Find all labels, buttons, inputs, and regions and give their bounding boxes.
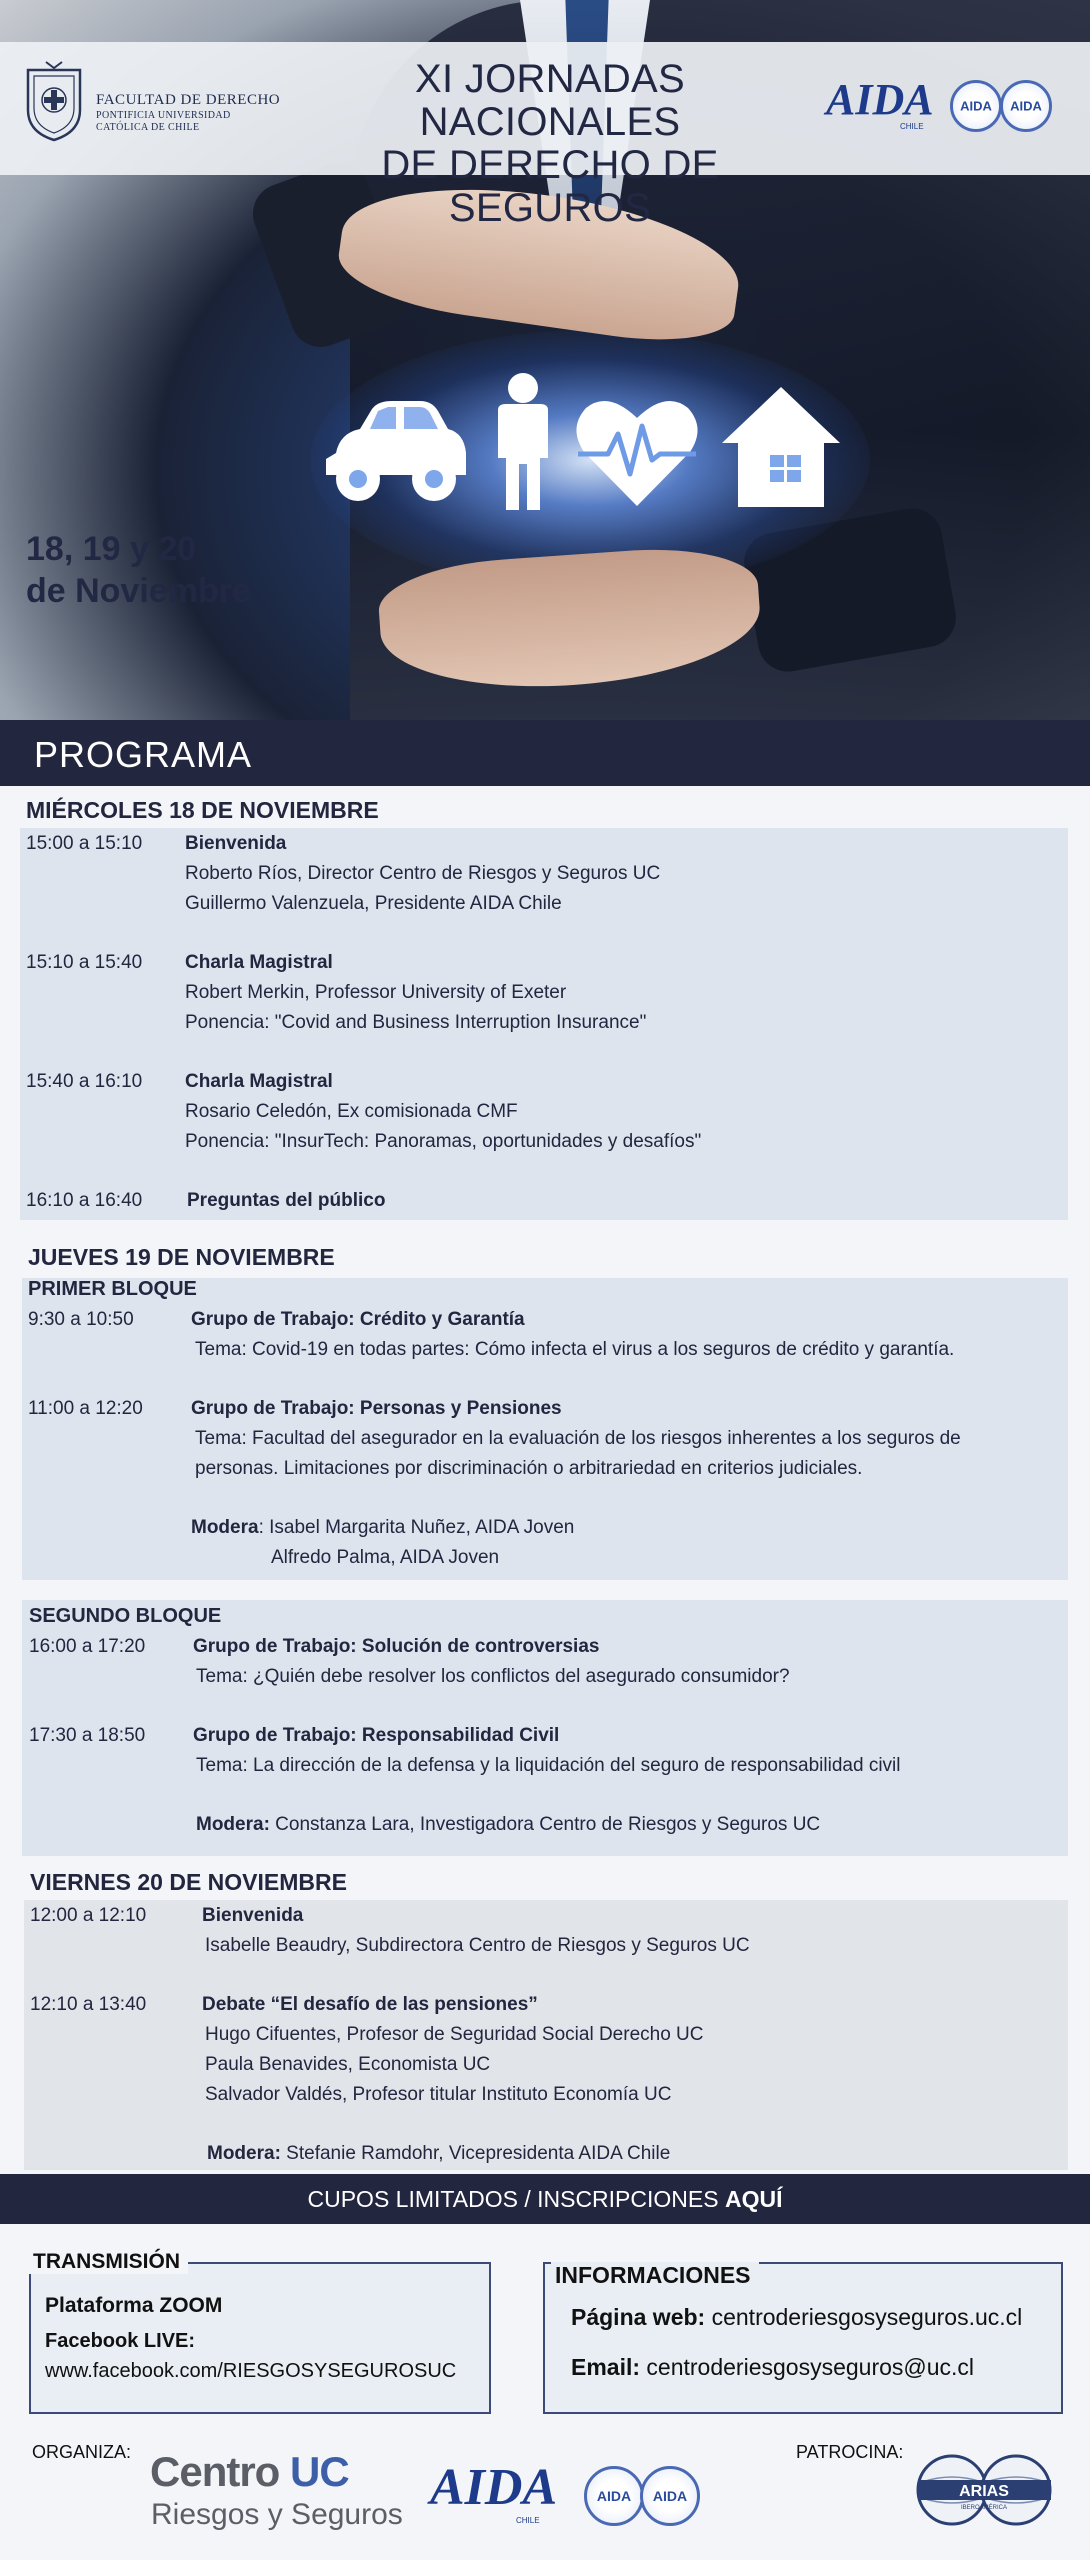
event-dates	[26, 528, 251, 612]
item-time: 16:00 a 17:20	[29, 1636, 146, 1657]
centro-word: Centro	[150, 2448, 290, 2495]
centro-uc-logo	[150, 2448, 349, 2496]
item-time: 17:30 a 18:50	[29, 1725, 146, 1746]
item-line: Salvador Valdés, Profesor titular Instituto Economía UC	[205, 2084, 672, 2105]
person-icon	[490, 372, 556, 512]
uc-faculty-text	[96, 92, 280, 133]
aida-globe-logo-footer	[584, 2466, 644, 2526]
uc-crest-logo	[22, 60, 86, 142]
globe-label: AIDA	[652, 2488, 688, 2504]
item-title: Bienvenida	[185, 833, 287, 854]
item-line: Guillermo Valenzuela, Presidente AIDA Chile	[185, 893, 562, 914]
day-title-wednesday: MIÉRCOLES 18 DE NOVIEMBRE	[26, 797, 379, 823]
item-title: Charla Magistral	[185, 952, 333, 973]
day-title-thursday: JUEVES 19 DE NOVIEMBRE	[28, 1244, 335, 1270]
schedule-item	[26, 1186, 1066, 1216]
arias-text: ARIAS	[959, 2483, 1009, 2500]
item-time: 9:30 a 10:50	[28, 1309, 134, 1330]
item-line: Roberto Ríos, Director Centro de Riesgos y Seguros UC	[185, 863, 661, 884]
item-title: Bienvenida	[202, 1905, 304, 1926]
aida-chile-logo: AIDA	[826, 75, 934, 124]
globe-label: AIDA	[960, 98, 992, 114]
car-icon	[322, 395, 470, 505]
event-dates-line1: 18, 19 y 20	[26, 530, 197, 568]
programa-band	[0, 720, 1090, 786]
moderator-text: Constanza Lara, Investigadora Centro de Riesgos y Seguros UC	[269, 1814, 821, 1835]
moderator-label: Modera:	[196, 1814, 270, 1835]
inscripciones-link[interactable]: AQUÍ	[724, 2186, 783, 2212]
event-title-line2: DE DERECHO DE SEGUROS	[381, 143, 719, 230]
transmision-box	[29, 2250, 491, 2414]
schedule-item	[26, 1067, 1066, 1159]
email-link[interactable]: centroderiesgosyseguros@uc.cl	[640, 2354, 975, 2380]
item-time: 12:00 a 12:10	[30, 1905, 147, 1926]
item-title: Preguntas del público	[187, 1190, 386, 1211]
event-dates-line2: de Noviembre	[26, 572, 251, 610]
email-label: Email:	[571, 2354, 641, 2380]
house-icon	[720, 385, 842, 509]
aida-chile-logo-footer: AIDA	[430, 2459, 558, 2516]
item-title: Grupo de Trabajo: Crédito y Garantía	[191, 1309, 525, 1330]
schedule-item	[30, 1990, 1066, 2110]
facebook-live-label: Facebook LIVE:	[45, 2330, 196, 2352]
moderator-2: Alfredo Palma, AIDA Joven	[271, 1547, 500, 1568]
schedule-item	[28, 1394, 1068, 1486]
block-title: SEGUNDO BLOQUE	[29, 1605, 222, 1627]
web-line	[571, 2304, 1022, 2331]
item-title: Grupo de Trabajo: Solución de controversias	[193, 1636, 600, 1657]
globe-label: AIDA	[1010, 98, 1042, 114]
event-title	[280, 58, 820, 230]
item-title: Debate “El desafío de las pensiones”	[202, 1994, 538, 2015]
item-line: Robert Merkin, Professor University of Exeter	[185, 982, 567, 1003]
item-time: 16:10 a 16:40	[26, 1190, 143, 1211]
schedule-item	[26, 829, 1066, 921]
schedule-item	[28, 1305, 1068, 1365]
moderator-label: Modera	[191, 1517, 259, 1538]
item-line: Hugo Cifuentes, Profesor de Seguridad Social Derecho UC	[205, 2024, 704, 2045]
web-link[interactable]: centroderiesgosyseguros.uc.cl	[705, 2304, 1023, 2330]
transmision-title: TRANSMISIÓN	[29, 2250, 188, 2274]
arias-subtext: IBEROAMÉRICA	[960, 2505, 1008, 2511]
aida-globe-logo	[950, 80, 1002, 132]
schedule-item	[26, 948, 1066, 1040]
item-time: 15:00 a 15:10	[26, 833, 143, 854]
moderator	[191, 1513, 574, 1543]
arias-iberoamerica-logo	[912, 2452, 1057, 2528]
university-name-1: PONTIFICIA UNIVERSIDAD	[96, 110, 231, 121]
item-line: Tema: Covid-19 en todas partes: Cómo infecta el virus a los seguros de crédito y garantía.	[195, 1339, 955, 1360]
moderator	[196, 1810, 820, 1840]
programa-heading: PROGRAMA	[34, 734, 253, 775]
item-line: Isabelle Beaudry, Subdirectora Centro de Riesgos y Seguros UC	[205, 1935, 750, 1956]
riesgos-seguros-text: Riesgos y Seguros	[151, 2498, 403, 2531]
item-time: 11:00 a 12:20	[28, 1398, 143, 1419]
item-line: Paula Benavides, Economista UC	[205, 2054, 491, 2075]
item-line: Ponencia: "InsurTech: Panoramas, oportunidades y desafíos"	[185, 1131, 702, 1152]
cupos-band[interactable]	[0, 2174, 1090, 2224]
moderator-text: : Isabel Margarita Nuñez, AIDA Joven	[258, 1517, 575, 1538]
schedule-item	[29, 1632, 1069, 1692]
item-title: Grupo de Trabajo: Personas y Pensiones	[191, 1398, 562, 1419]
faculty-name: FACULTAD DE DERECHO	[96, 92, 281, 108]
item-title: Grupo de Trabajo: Responsabilidad Civil	[193, 1725, 560, 1746]
moderator-label: Modera:	[207, 2143, 281, 2164]
schedule-item	[30, 1901, 1066, 1961]
aida-globe-logo	[1000, 80, 1052, 132]
university-name-2: CATÓLICA DE CHILE	[96, 122, 200, 133]
item-line: Rosario Celedón, Ex comisionada CMF	[185, 1101, 518, 1122]
moderator	[207, 2139, 670, 2169]
heart-icon	[574, 398, 700, 508]
globe-label: AIDA	[596, 2488, 632, 2504]
aida-chile-country: CHILE	[900, 122, 924, 131]
item-title: Charla Magistral	[185, 1071, 333, 1092]
web-label: Página web:	[571, 2304, 706, 2330]
informaciones-box	[543, 2262, 1063, 2414]
platform-zoom: Plataforma ZOOM	[45, 2294, 223, 2317]
uc-word: UC	[290, 2448, 349, 2495]
informaciones-title: INFORMACIONES	[551, 2262, 759, 2289]
item-line: Tema: Facultad del asegurador en la evaluación de los riesgos inherentes a los seguros de	[195, 1428, 961, 1449]
aida-globe-logo-footer	[640, 2466, 700, 2526]
item-line: personas. Limitaciones por discriminación o arbitrariedad en criterios judiciales.	[195, 1458, 863, 1479]
item-time: 12:10 a 13:40	[30, 1994, 147, 2015]
organiza-label: ORGANIZA:	[32, 2442, 132, 2462]
day-title-friday: VIERNES 20 DE NOVIEMBRE	[30, 1869, 347, 1895]
patrocina-label: PATROCINA:	[796, 2442, 904, 2462]
item-time: 15:40 a 16:10	[26, 1071, 143, 1092]
aida-chile-country-footer: CHILE	[516, 2516, 540, 2525]
schedule-item	[29, 1721, 1069, 1781]
email-line	[571, 2354, 974, 2381]
cupos-text: CUPOS LIMITADOS / INSCRIPCIONES	[307, 2186, 725, 2212]
item-line: Tema: La dirección de la defensa y la liquidación del seguro de responsabilidad civil	[196, 1755, 901, 1776]
item-time: 15:10 a 15:40	[26, 952, 143, 973]
facebook-url-link[interactable]: www.facebook.com/RIESGOSYSEGUROSUC	[45, 2360, 457, 2382]
block-title: PRIMER BLOQUE	[28, 1278, 197, 1300]
moderator-text: Stefanie Ramdohr, Vicepresidenta AIDA Chile	[280, 2143, 671, 2164]
item-line: Tema: ¿Quién debe resolver los conflictos del asegurado consumidor?	[196, 1666, 790, 1687]
event-title-line1: XI JORNADAS NACIONALES	[414, 57, 686, 144]
item-line: Ponencia: "Covid and Business Interruption Insurance"	[185, 1012, 647, 1033]
